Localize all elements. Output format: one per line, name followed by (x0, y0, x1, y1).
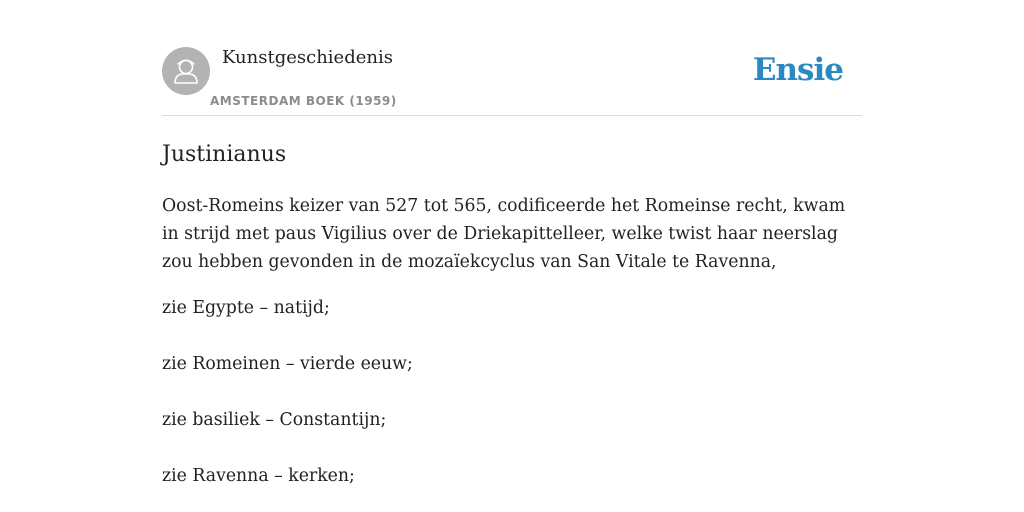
reference-list (162, 294, 862, 512)
reference-item[interactable]: zie basiliek – Constantijn; (162, 410, 387, 430)
page (162, 0, 862, 512)
entry-title: Justinianus (162, 142, 287, 167)
reference-item[interactable]: zie Ravenna – kerken; (162, 466, 355, 486)
source-header (162, 0, 862, 116)
avatar[interactable] (162, 47, 210, 95)
source-subtitle: AMSTERDAM BOEK (1959) (210, 94, 397, 108)
source-title[interactable]: Kunstgeschiedenis (222, 47, 393, 68)
ensie-logo-link[interactable]: Ensie (752, 52, 843, 88)
entry-body: Oost-Romeins keizer van 527 tot 565, codificeerde het Romeinse recht, kwam in strijd met paus Vigilius over de Driekapittelleer, welke twist haar neerslag zou hebben gevonden in de mozaïekcyclus van San Vitale te Ravenna, (162, 196, 846, 272)
user-icon (162, 47, 210, 95)
reference-item[interactable]: zie Egypte – natijd; (162, 298, 330, 318)
reference-item[interactable]: zie Romeinen – vierde eeuw; (162, 354, 413, 374)
